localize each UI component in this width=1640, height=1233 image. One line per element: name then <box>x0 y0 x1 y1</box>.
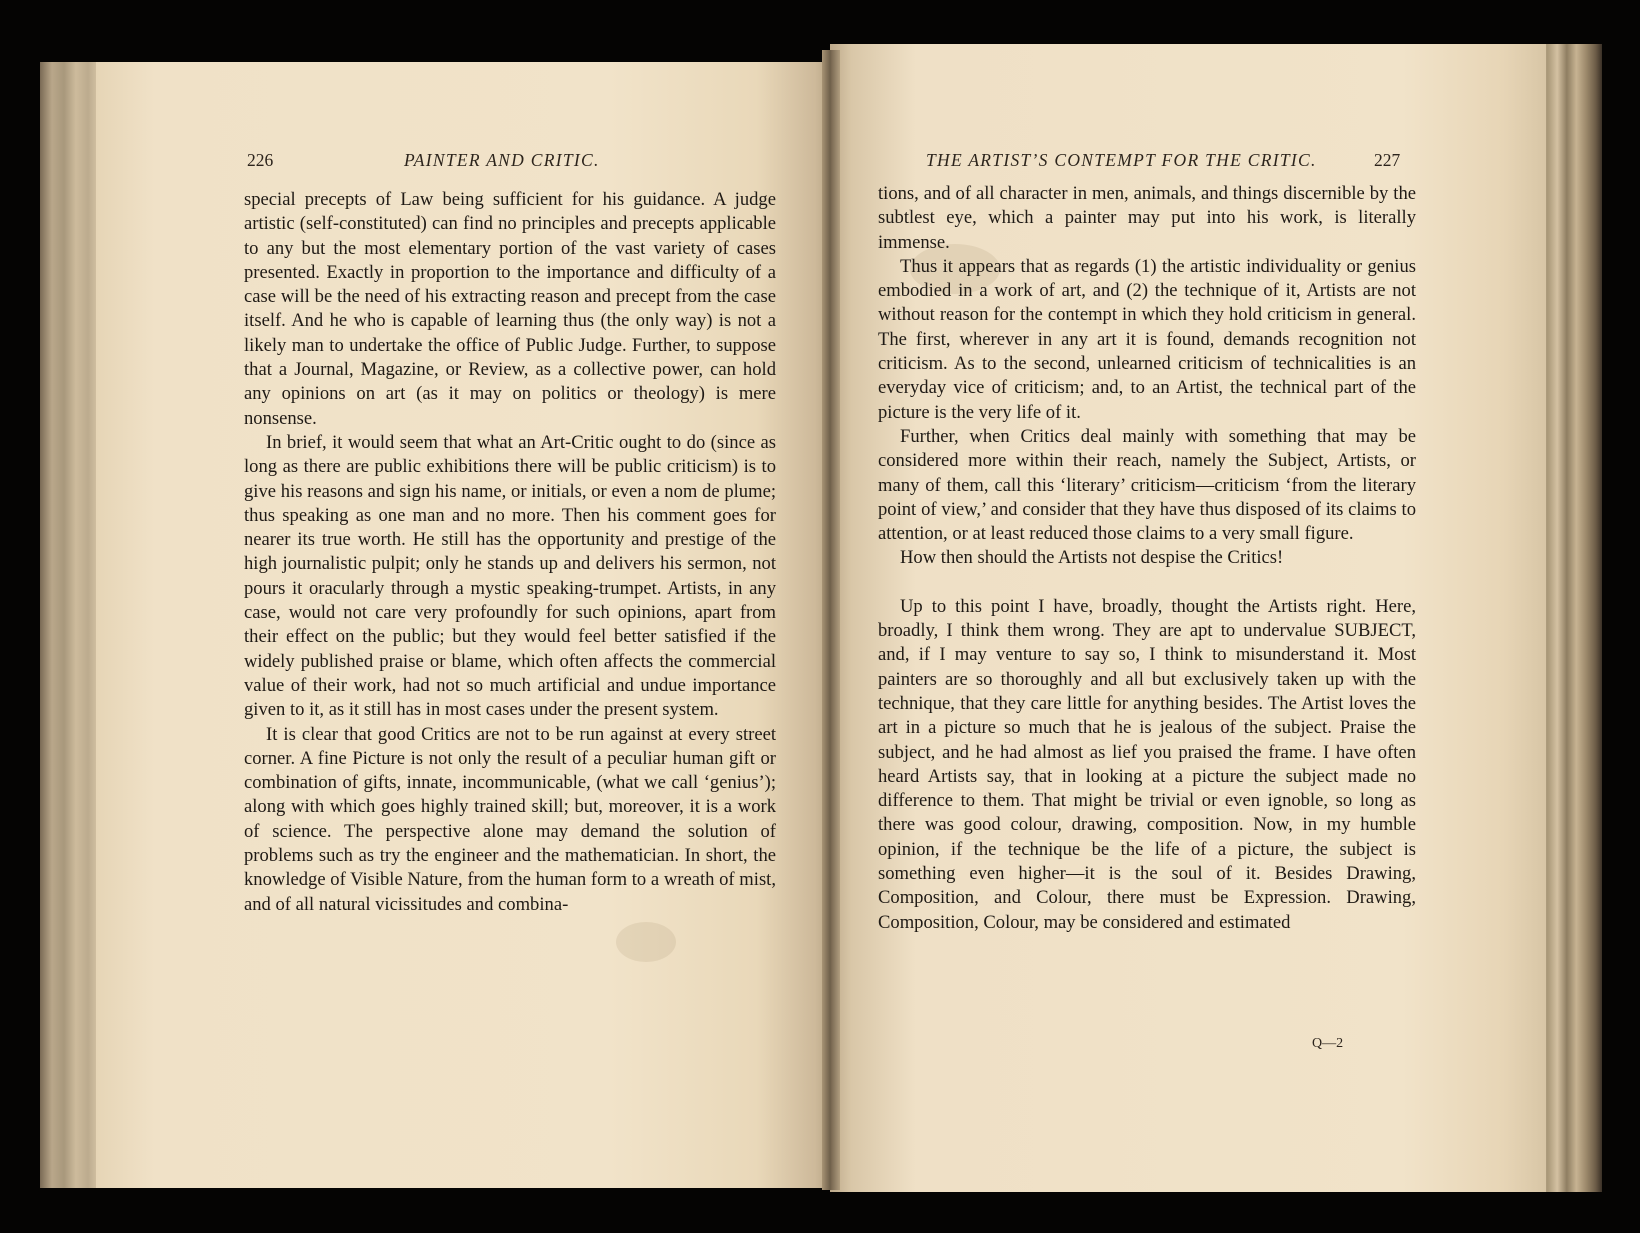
book-edge-right <box>1538 44 1602 1192</box>
left-header <box>247 150 273 171</box>
signature-mark: Q—2 <box>1312 1036 1344 1051</box>
right-page-text <box>878 182 1416 935</box>
paragraph: tions, and of all character in men, animals, and things discernible by the subtlest eye, which a painter may put into his work, is literally immense. <box>878 183 1416 253</box>
paragraph: Up to this point I have, broadly, thought the Artists right. Here, broadly, I think them wrong. They are apt to undervalue SUBJECT, and, if I may venture to say so, I think to misunderstand it. Most painters are so thoroughly and all but exclusively taken up with the technique, that they care little for anything besides. The Artist loves the art in a picture so much that he is jealous of the subject. Praise the subject, and he had almost as lief you praised the frame. I have often heard Artists say, that in looking at a picture the subject made no difference to them. That might be trivial or even ignoble, so long as there was good colour, drawing, composition. Now, in my humble opinion, if the technique be the life of a picture, the subject is something even higher—it is the soul of it. Besides Drawing, Composition, and Colour, there must be Expression. Drawing, Composition, Colour, may be considered and estimated <box>878 595 1416 933</box>
left-running-head <box>404 150 600 171</box>
paragraph: special precepts of Law being sufficient for his guidance. A judge artistic (self-constituted) can find no principles and precepts applicable to any but the most elementary portion of the vast variety of cases presented. Exactly in proportion to the importance and difficulty of a case will be the need of his extracting reason and precept from the case itself. And he who is capable of learning thus (the only way) is not a likely man to undertake the office of Public Judge. Further, to suppose that a Journal, Magazine, or Review, as a collective power, can hold any opinions on art (as it may on politics or theology) is mere nonsense. <box>244 189 776 429</box>
right-running-head <box>926 150 1317 171</box>
paragraph: Further, when Critics deal mainly with something that may be considered more within their reach, namely the Subject, Artists, or many of them, call this ‘literary’ criticism—criticism ‘from the literary point of view,’ and consider that they have thus disposed of its claims to attention, or at least reduced those claims to a very small figure. <box>878 425 1416 545</box>
paragraph: Thus it appears that as regards (1) the artistic individuality or genius embodied in a work of art, and (2) the technique of it, Artists are not without reason for the contempt in which they hold criticism in general. The first, wherever in any art it is found, demands recognition not criticism. As to the second, unlearned criticism of technicalities is an everyday vice of criticism; and, to an Artist, the technical part of the picture is the very life of it. <box>878 255 1416 423</box>
right-header <box>1374 150 1400 171</box>
running-head-title: PAINTER AND CRITIC. <box>404 150 600 170</box>
page-number: 227 <box>1374 150 1401 170</box>
book-gutter <box>822 50 840 1190</box>
left-page-text <box>244 188 776 917</box>
paragraph: How then should the Artists not despise the Critics! <box>900 547 1284 569</box>
book-edge-left <box>40 62 100 1188</box>
paragraph: It is clear that good Critics are not to be run against at every street corner. A fine Picture is not only the result of a peculiar human gift or combination of gifts, innate, incommunicable, (what we call ‘genius’); along with which goes highly trained skill; but, moreover, it is a work of science. The perspective alone may demand the solution of problems such as try the engineer and the mathematician. In short, the knowledge of Visible Nature, from the human form to a wreath of mist, and of all natural vicissitudes and combina- <box>244 723 776 915</box>
page-number: 226 <box>247 150 274 170</box>
paragraph: In brief, it would seem that what an Art-Critic ought to do (since as long as there are public exhibitions there will be public criticism) is to give his reasons and sign his name, or initials, or even a nom de plume; thus speaking as one man and no more. Then his comment goes for nearer its true worth. He still has the opportunity and prestige of the high journalistic pulpit; only he stands up and delivers his sermon, not pours it oracularly through a mystic speaking-trumpet. Artists, in any case, would not care very profoundly for such opinions, apart from their effect on the public; but they would feel better satisfied if the widely published praise or blame, which often affects the commercial value of their work, had not so much artificial and undue importance given to it, as it still has in most cases under the present system. <box>244 431 776 721</box>
running-head-title: THE ARTIST’S CONTEMPT FOR THE CRITIC. <box>926 150 1317 170</box>
paper-stain <box>616 922 676 962</box>
